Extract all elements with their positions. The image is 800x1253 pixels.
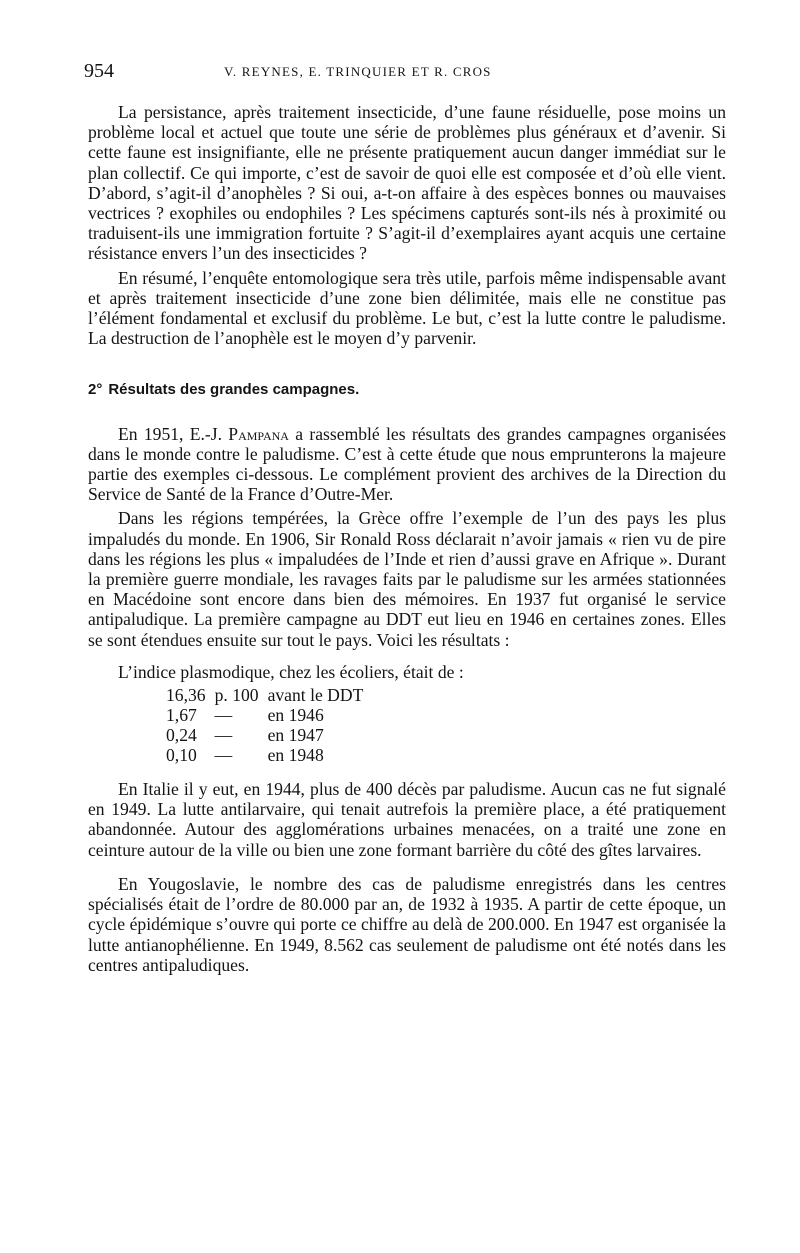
index-value: 0,10 [166,745,197,766]
index-value: 0,24 [166,725,197,746]
header-authors: V. REYNES, E. TRINQUIER ET R. CROS [224,64,492,79]
index-label: en 1947 [267,725,324,746]
section-title: Résultats des grandes campagnes. [108,381,360,399]
index-label: avant le DDT [267,685,364,706]
plasmodic-index-table [166,685,372,765]
page-number: 954 [84,60,114,82]
index-separator: — [214,725,233,746]
paragraph-pampana [88,424,726,505]
pampana-lead: En 1951, E.-J. [118,423,229,444]
table-row [166,725,372,745]
index-label: en 1946 [267,705,324,726]
paragraph-italie: En Italie il y eut, en 1944, plus de 400 décès par paludisme. Aucun cas ne fut signalé en 1949. La lutte antilarvaire, qui tenait autrefois la première place, a été pratiquement abandonnée. Autour des agglomérations urbaines menacées, on a traité une zone en ceinture autour de la ville ou bien une zone formant barrière du côté des gîtes larvaires. [88,779,726,860]
paragraph-yougoslavie: En Yougoslavie, le nombre des cas de paludisme enregistrés dans les centres spécialisés était de l’ordre de 80.000 par an, de 1932 à 1935. A partir de cette époque, un cycle épidémique s’ouvre qui porte ce chiffre au delà de 200.000. En 1947 est organisée la lutte antianophélienne. En 1949, 8.562 cas seulement de paludisme ont été notés dans les centres antipaludiques. [88,873,726,975]
section-number: 2° [88,381,103,399]
section-heading [88,380,726,400]
pampana-rest: a rassemblé les résultats des grandes campagnes organisées dans le monde contre le paludisme. C’est à cette étude que nous emprunterons la majeure partie des exemples ci-dessous. Le complément provient des archives de la Direction du Service de Santé de la France d’Outre-Mer. [88,423,726,505]
index-value: 16,36 [166,685,206,706]
author-name-pampana: Pampana [228,423,289,444]
body-text [88,102,726,975]
table-row [166,705,372,725]
index-intro: L’indice plasmodique, chez les écoliers, était de : [118,661,464,682]
index-value: 1,67 [166,705,197,726]
index-separator: p. 100 [214,685,259,706]
table-row [166,745,372,765]
index-label: en 1948 [267,745,324,766]
index-separator: — [214,745,233,766]
index-separator: — [214,705,233,726]
paragraph-resume: En résumé, l’enquête entomologique sera très utile, parfois même indispensable avant et après traitement insecticide d’une zone bien délimitée, mais elle ne constitue pas l’élément fondamental et exclusif du problème. Le but, c’est la lutte contre le paludisme. La destruction de l’anophèle est le moyen d’y parvenir. [88,267,726,349]
running-header [84,60,704,86]
paragraph-persistance: La persistance, après traitement insecticide, d’une faune résiduelle, pose moins un problème local et actuel que toute une série de problèmes plus généraux et d’avenir. Si cette faune est insignifiante, elle ne présente pratiquement aucun danger immédiat sur le plan collectif. Ce qui importe, c’est de savoir de quoi elle est composée et d’où elle vient. D’abord, s’agit-il d’anophèles ? Si oui, a-t-on affaire à des espèces bonnes ou mauvaises vectrices ? exophiles ou endophiles ? Les spécimens capturés sont-ils nés à proximité ou traduisent-ils une immigration fortuite ? S’agit-il d’exemplaires ayant acquis une certaine résistance envers l’un des insecticides ? [88,102,726,264]
table-row [166,685,372,705]
paragraph-grece: Dans les régions tempérées, la Grèce offre l’exemple de l’un des pays les plus impaludés du monde. En 1906, Sir Ronald Ross déclarait n’avoir jamais « rien vu de pire dans les régions les plus « impaludées de l’Inde et rien d’aussi grave en Afrique ». Durant la première guerre mondiale, les ravages faits par le paludisme sur les armées stationnées en Macédoine sont encore dans bien des mémoires. En 1937 fut organisé le service antipaludique. La première campagne au DDT eut lieu en 1946 en certaines zones. Elles se sont étendues ensuite sur tout le pays. Voici les résultats : [88,508,726,650]
